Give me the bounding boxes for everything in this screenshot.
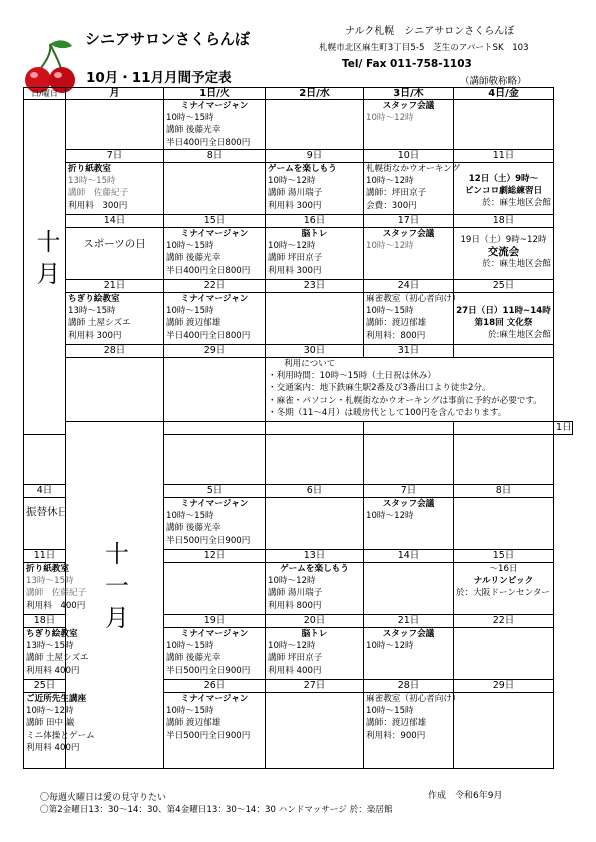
oct-week2 (24, 163, 573, 215)
date-cell: 14日 (66, 215, 164, 228)
date-cell: 8日 (164, 150, 266, 163)
holiday-label: 振替休日 (26, 506, 68, 518)
event-title: ゲームを楽しもう (268, 164, 337, 174)
org-name: ナルク札幌 シニアサロンさくらんぼ (345, 26, 515, 37)
event-title: ピンコロ劇総練習日 (464, 186, 543, 197)
date-cell-empty (164, 422, 266, 435)
date-cell: 9日 (266, 150, 364, 163)
event-title: ちぎり絵教室 (68, 294, 120, 304)
event-time: 10時～15時 (166, 706, 214, 717)
date-row (24, 345, 573, 358)
date-cell: 10日 (364, 150, 454, 163)
oct-24-cell (364, 293, 461, 345)
page-subtitle: 10月・11月月間予定表 (86, 70, 232, 86)
col-wed: 2日/水 (266, 88, 364, 100)
event-time: 10時～15時 (366, 306, 414, 317)
footer-note-2: 〇第2金曜日13：30～14：30、第4金曜日13：30～14：30 ハンドマッサージ 於：楽居館 (40, 805, 393, 815)
event-title: 交流会 (487, 246, 520, 259)
event-title: ミナイマージャン (180, 229, 249, 239)
event-time: 10時～12時 (268, 576, 316, 587)
nov-28-cell (364, 693, 461, 769)
honorific-note: （講師敬称略） (460, 76, 527, 87)
event-fee: 半日500円全日900円 (166, 665, 251, 676)
nov-cell (364, 435, 454, 485)
date-cell: 8日 (454, 485, 554, 498)
col-thu: 3日/木 (364, 88, 454, 100)
event-time: 10時～12時 (26, 706, 74, 717)
usage-notes (266, 358, 554, 422)
note-item: ・利用時間：10時～15時（土日祝は休み） (268, 371, 436, 382)
event-place: 於：麻生地区会館 (482, 259, 551, 270)
oct-2-cell (266, 100, 364, 150)
nov-29-cell (454, 693, 554, 769)
date-cell: 18日 (24, 615, 66, 628)
event-fee: 利用料 300円 (68, 330, 122, 341)
event-title: ミナイマージャン (180, 294, 249, 304)
date-cell: 24日 (364, 280, 454, 293)
event-time: 10時～12時 (366, 241, 414, 252)
nov-19-cell (164, 628, 266, 680)
event-title: 麻雀教室（初心者向け） (366, 294, 461, 304)
col-fri: 4日/金 (454, 88, 554, 100)
event-teacher: 講師 渡辺郁雄 (166, 718, 221, 729)
date-row (24, 280, 573, 293)
nov-cell (24, 435, 66, 485)
address: 札幌市北区麻生町3丁目5-5 芝生のアパートSK 103 (319, 43, 529, 53)
date-cell: 7日 (66, 150, 164, 163)
nov-7-cell (364, 498, 454, 550)
event-title: ミナイマージャン (180, 694, 249, 704)
date-cell: 19日 (164, 615, 266, 628)
oct-18-cell (454, 228, 554, 280)
date-cell: 18日 (454, 215, 554, 228)
event-teacher: 講師：渡辺郁雄 (366, 718, 427, 729)
event-title: ミナイマージャン (180, 499, 249, 509)
footer-note-1: 〇毎週火曜日は愛の見守りたい (40, 793, 167, 803)
notes-title: 利用について (284, 359, 336, 369)
event-fee: 利用料 400円 (268, 665, 322, 676)
oct-notes-row (24, 358, 573, 422)
nov-21-cell (364, 628, 454, 680)
event-title: スタッフ会議 (382, 229, 435, 239)
date-row (24, 150, 573, 163)
event-fee: 利用料 400円 (26, 742, 80, 753)
date-cell: 29日 (454, 680, 554, 693)
nov-13-cell (266, 563, 364, 615)
event-time: 10時～15時 (166, 511, 214, 522)
nov-20-cell (266, 628, 364, 680)
event-time: 10時～15時 (366, 706, 414, 717)
event-time: 10時～15時 (166, 241, 214, 252)
event-teacher: 講師 土屋シズエ (26, 653, 89, 664)
event-title: 麻雀教室（初心者向け） (366, 694, 461, 704)
event-fee: 利用料：800円 (366, 330, 426, 341)
date-cell: 21日 (66, 280, 164, 293)
event-date: 27日（日）11時~14時 (456, 306, 551, 316)
date-cell: 31日 (364, 345, 454, 358)
date-cell-empty (454, 422, 554, 435)
event-teacher: 講師 湯川瑞子 (268, 188, 323, 199)
oct-23-cell (266, 293, 364, 345)
date-cell: 25日 (24, 680, 66, 693)
nov-4-cell (24, 498, 66, 550)
event-teacher: 講師 渡辺郁雄 (166, 318, 221, 329)
note-item: ・交通案内：地下鉄麻生駅2番及び3番出口より徒歩2分。 (268, 383, 491, 394)
oct-16-cell (266, 228, 364, 280)
event-time: 10時～12時 (268, 241, 316, 252)
oct-8-cell (164, 163, 266, 215)
event-fee: 利用料 300円 (68, 200, 128, 211)
event-title: スタッフ会議 (382, 101, 435, 111)
date-row (24, 422, 573, 435)
nov-12-cell (164, 563, 266, 615)
nov-27-cell (266, 693, 364, 769)
created-label: 作成 (428, 791, 447, 801)
event-fee: 利用料 400円 (26, 600, 86, 611)
event-title: ミナイマージャン (180, 101, 249, 111)
event-title: 脳トレ (301, 229, 328, 239)
event-title: 脳トレ (301, 629, 328, 639)
event-time: 13時～15時 (26, 641, 74, 652)
event-title: スタッフ会議 (382, 499, 435, 509)
event-place: 於：大阪ドーンセンター (456, 588, 551, 599)
date-cell: 17日 (364, 215, 454, 228)
event-title: ご近所先生講座 (26, 694, 87, 704)
col-mon: 月 (66, 88, 164, 100)
event-fee: 半日500円全日900円 (166, 535, 251, 546)
oct-25-cell (454, 293, 554, 345)
oct-28-cell (66, 358, 164, 422)
event-fee: 半日500円全日900円 (166, 730, 251, 741)
event-title: 第18回 文化祭 (474, 318, 533, 329)
event-teacher: 講師 後藤光幸 (166, 523, 221, 534)
date-cell-empty (266, 422, 364, 435)
date-cell: 21日 (364, 615, 454, 628)
date-cell: 30日 (266, 345, 364, 358)
month-label-nov: 十一月 (66, 422, 164, 769)
event-time: 10時～15時 (166, 113, 214, 124)
oct-10-cell (364, 163, 461, 215)
event-teacher: 講師 後藤光幸 (166, 253, 221, 264)
date-row (24, 215, 573, 228)
event-time: 10時～12時 (366, 511, 414, 522)
date-cell: 29日 (164, 345, 266, 358)
date-cell: 1日 (554, 422, 573, 435)
event-time: 10時～15時 (166, 306, 214, 317)
date-cell: 14日 (364, 550, 454, 563)
date-cell: 15日 (164, 215, 266, 228)
oct-22-cell (164, 293, 266, 345)
date-cell: 12日 (164, 550, 266, 563)
event-teacher: 講師：渡辺郁雄 (366, 318, 427, 329)
event-time: 10時～12時 (268, 641, 316, 652)
event-fee: 利用料 800円 (268, 600, 322, 611)
oct-11-cell (454, 163, 554, 215)
event-date: ～16日 (489, 564, 518, 574)
event-fee: 利用料：900円 (366, 730, 426, 741)
nov-22-cell (454, 628, 554, 680)
event-fee: 半日400円全日800円 (166, 330, 251, 341)
date-cell: 11日 (24, 550, 66, 563)
oct-week3 (24, 228, 573, 280)
date-cell: 16日 (266, 215, 364, 228)
header-row (24, 88, 573, 100)
holiday-label: スポーツの日 (83, 238, 146, 250)
oct-week1 (24, 100, 573, 150)
date-cell: 22日 (454, 615, 554, 628)
event-fee: 利用料 300円 (268, 265, 322, 276)
date-cell-empty (454, 345, 554, 358)
oct-21-cell (66, 293, 164, 345)
month-label-oct: 十月 (24, 100, 66, 435)
event-topic: ミニ体操とゲーム (26, 730, 95, 741)
event-time: 13時～15時 (68, 176, 116, 187)
nov-11-cell (24, 563, 87, 615)
event-fee: 半日400円全日800円 (166, 265, 251, 276)
date-cell: 7日 (364, 485, 454, 498)
event-title: ナルリンピック (473, 576, 534, 587)
oct-29-cell (164, 358, 266, 422)
event-teacher: 講師 坪田京子 (268, 253, 323, 264)
oct-week4 (24, 293, 573, 345)
event-title: 札幌街なかウオーキング (366, 164, 461, 174)
event-date: 12日（土）9時～ (468, 174, 539, 184)
date-cell: 28日 (66, 345, 164, 358)
nov-15-cell (454, 563, 554, 615)
event-fee: 会費：300円 (366, 200, 417, 211)
nov-5-cell (164, 498, 266, 550)
oct-1-cell (164, 100, 266, 150)
col-tue: 1日/火 (164, 88, 266, 100)
oct-15-cell (164, 228, 266, 280)
event-title: 折り紙教室 (26, 564, 69, 574)
event-teacher: 講師 土屋シズエ (68, 318, 131, 329)
nov-cell (266, 435, 364, 485)
oct-17-cell (364, 228, 454, 280)
event-teacher: 講師 佐藤紀子 (68, 188, 129, 199)
event-teacher: 講師 後藤光幸 (166, 653, 221, 664)
date-cell: 6日 (266, 485, 364, 498)
nov-cell (164, 435, 266, 485)
tel-fax: Tel/ Fax 011-758-1103 (342, 58, 472, 70)
date-cell: 25日 (454, 280, 554, 293)
event-time: 10時～12時 (366, 176, 414, 187)
note-item: ・冬期（11～4月）は暖房代として100円を含んでおります。 (268, 407, 507, 418)
event-place: 於:麻生地区会館 (487, 330, 551, 341)
event-teacher: 講師 湯川瑞子 (268, 588, 323, 599)
oct-9-cell (266, 163, 364, 215)
page-title: シニアサロンさくらんぼ (85, 30, 251, 48)
event-teacher: 講師 坪田京子 (268, 653, 323, 664)
event-time: 10時～12時 (366, 641, 414, 652)
oct-14-cell (66, 228, 164, 280)
nov-14-cell (364, 563, 454, 615)
date-cell: 20日 (266, 615, 364, 628)
event-teacher: 講師：坪田京子 (366, 188, 427, 199)
event-date: 19日（土）9時~12時 (460, 235, 547, 245)
corner-label: 日/曜日 (24, 88, 66, 100)
nov-25-cell (24, 693, 95, 769)
event-time: 10時～12時 (366, 113, 414, 124)
date-cell: 23日 (266, 280, 364, 293)
event-title: スタッフ会議 (382, 629, 435, 639)
date-cell: 5日 (164, 485, 266, 498)
event-time: 10時～12時 (268, 176, 316, 187)
date-cell: 22日 (164, 280, 266, 293)
date-cell-empty (364, 422, 454, 435)
date-cell: 27日 (266, 680, 364, 693)
event-title: ゲームを楽しもう (280, 564, 349, 574)
schedule-table (23, 87, 573, 769)
event-title: 折り紙教室 (68, 164, 111, 174)
nov-1-cell (454, 435, 554, 485)
event-teacher: 講師 田中 巌 (26, 718, 75, 729)
date-cell: 11日 (454, 150, 554, 163)
nov-6-cell (266, 498, 364, 550)
nov-8-cell (454, 498, 554, 550)
date-cell: 13日 (266, 550, 364, 563)
date-cell: 4日 (24, 485, 66, 498)
nov-26-cell (164, 693, 266, 769)
event-teacher: 講師 後藤光幸 (166, 125, 221, 136)
event-time: 13時～15時 (68, 306, 116, 317)
event-time: 10時～15時 (166, 641, 214, 652)
event-title: ちぎり絵教室 (26, 629, 78, 639)
oct-4-cell (454, 100, 554, 150)
event-fee: 半日400円全日800円 (166, 137, 251, 148)
date-cell: 26日 (164, 680, 266, 693)
event-fee: 利用料 400円 (26, 665, 80, 676)
oct-cell (66, 100, 164, 150)
note-item: ・麻雀・パソコン・札幌街なかウオーキングは事前に予約が必要です。 (268, 395, 542, 406)
date-cell: 28日 (364, 680, 454, 693)
event-title: ミナイマージャン (180, 629, 249, 639)
date-cell: 15日 (454, 550, 554, 563)
created-date: 令和6年9月 (455, 791, 503, 801)
nov-18-cell (24, 628, 89, 680)
oct-3-cell (364, 100, 454, 150)
event-time: 13時～15時 (26, 576, 74, 587)
oct-7-cell (66, 163, 164, 215)
event-teacher: 講師 佐藤紀子 (26, 588, 87, 599)
event-fee: 利用料 300円 (268, 200, 322, 211)
event-place: 於：麻生地区会館 (482, 198, 551, 209)
